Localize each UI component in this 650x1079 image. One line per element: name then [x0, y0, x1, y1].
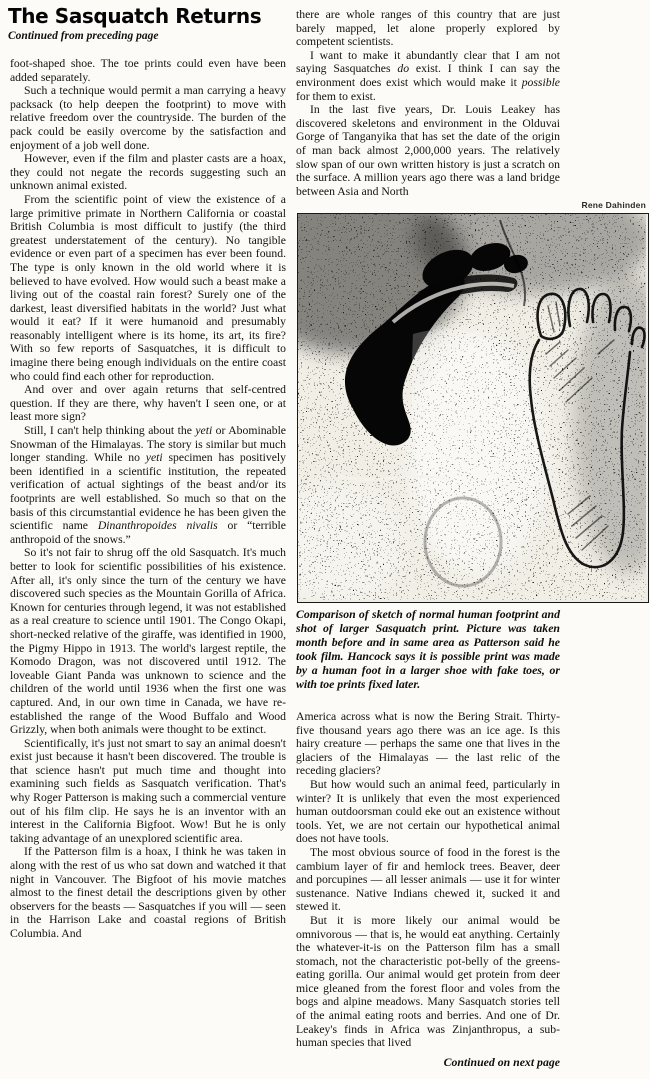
article-title: The Sasquatch Returns [8, 4, 262, 28]
body-paragraph: In the last five years, Dr. Louis Leakey has discovered skeletons and environment in the Olduvai Gorge of Tanganyika that has set the date of the origin of man back almost 2,000,000 years. The relatively slow span of our own written history is just a scratch on the surface. A million years ago there was a land bridge between Asia and North [296, 103, 560, 198]
continued-from-note: Continued from preceding page [8, 30, 159, 42]
right-column-top [296, 8, 560, 198]
body-paragraph: Still, I can't help thinking about the yeti or Abominable Snowman of the Himalayas. The story is similar but much longer standing. While no yeti specimen has positively been identified in a scientific institution, the repeated verification of actual sightings of the beast and/or its footprints are well established. So much so that on the basis of this circumstantial evidence he has been given the scientific name Dinanthropoides nivalis or “terrible anthropoid of the snows.” [10, 424, 286, 546]
body-paragraph: America across what is now the Bering Strait. Thirty-five thousand years ago there was an ice age. Is this hairy creature — perhaps the same one that lives in the glaciers of the Himalayas — the last relic of the receding glaciers? [296, 710, 560, 778]
body-paragraph: However, even if the film and plaster casts are a hoax, they could not negate the records suggesting such an unknown animal existed. [10, 152, 286, 193]
body-paragraph: But how would such an animal feed, particularly in winter? It is unlikely that even the most experienced human outdoorsman could eke out an existence without tools. Yet, we are not certain our hypothetical animal does not have tools. [296, 777, 560, 846]
continued-next-page-note: Continued on next page [443, 1055, 560, 1069]
body-paragraph: there are whole ranges of this country that are just barely mapped, let alone properly explored by competent scientists. [296, 8, 560, 49]
footprint-photo [297, 213, 649, 603]
body-paragraph: So it's not fair to shrug off the old Sasquatch. It's much better to look for scientific possibilities of his existence. After all, it's only since the turn of the century we have discovered such species as the Mountain Gorilla of Africa. Known for centuries through legend, it was not established as a real creature to science until 1901. The Congo Okapi, short-necked relative of the giraffe, was identified in 1900, the Pigmy Hippo in 1913. The world's largest reptile, the Komodo Dragon, was not discovered until 1912. The loveable Giant Panda was unknown to science and the children of the world until 1936 when the first one was captured. And, in our own time in Canada, we have re-established the range of the Wood Buffalo and Wood Grizzly, when both animals were thought to be extinct. [10, 546, 286, 737]
body-paragraph: Scientifically, it's just not smart to say an animal doesn't exist just because it hasn't been discovered. The trouble is that science hasn't put much time and thought into examining such fields as Sasquatch verification. That's why Roger Patterson is making such a commercial venture out of his film clip. He says he is an inventor with an interest in the California Bigfoot. Wow! But he is only taking advantage of an unexplored scientific area. [10, 736, 286, 845]
body-paragraph: If the Patterson film is a hoax, I think he was taken in along with the rest of us who sat down and watched it that night in Vancouver. The Bigfoot of his movie matches almost to the finest detail the descriptions given by other observers for the beasts — Sasquatches if you will — seen in the Harrison Lake and coastal regions of British Columbia. And [10, 845, 286, 940]
footprint-photo-image [298, 214, 646, 600]
body-paragraph: The most obvious source of food in the forest is the cambium layer of fir and hemlock trees. Beaver, deer and porcupines — all lesser animals — use it for winter sustenance. Native Indians chewed it, sucked it and stewed it. [296, 845, 560, 914]
body-paragraph: And over and over again returns that self-centred question. If they are there, why haven't I seen one, or at least more sign? [10, 383, 286, 424]
body-paragraph: Such a technique would permit a man carrying a heavy packsack (to help deepen the footprint) to move with relative freedom over the countryside. The burden of the pack could be easily overcome by the satisfaction and enjoyment of a job well done. [10, 84, 286, 152]
body-paragraph: foot-shaped shoe. The toe prints could even have been added separately. [10, 57, 286, 84]
body-paragraph: From the scientific point of view the existence of a large primitive primate in Northern California or coastal British Columbia is most difficult to justify (the third greatest understatement of the century). No tangible evidence or even part of a specimen has ever been found. The type is only known in the old world where it is believed to have evolved. How would such a beast make a living out of the coastal rain forest? Surely one of the darkest, least diversified habitats in the world? Just what would it eat? If it were humanoid and presumably reasonably intelligent where is its home, its art, its fire? With so few reports of Sasquatches, it is difficult to imagine there being enough individuals on the entire coast who could find each other for reproduction. [10, 192, 286, 383]
photo-caption: Comparison of sketch of normal human footprint and shot of larger Sasquatch print. Picture was taken month before and in same area as Patterson said he took film. Hancock says it is possible print was made by a human foot in a larger shoe with fake toes, or with toe prints fixed later. [296, 607, 560, 691]
body-paragraph: But it is more likely our animal would be omnivorous — that is, he would eat anything. Certainly the whatever-it-is on the Patterson film has a small stomach, not the characteristic pot-belly of the greens-eating gorilla. Our animal would get protein from deer mice gleaned from the forest floor and voles from the bogs and alpine meadows. Many Sasquatch stories tell of the animal eating roots and berries. And one of Dr. Leakey's finds in Africa was Zinjanthropus, a sub-human species that lived [296, 913, 560, 1050]
article-header [8, 4, 308, 42]
right-column-bottom [296, 710, 560, 1050]
body-paragraph: I want to make it abundantly clear that I am not saying Sasquatches do exist. I think I can say the environment does exist which would make it possible for them to exist. [296, 48, 560, 103]
left-column [10, 57, 286, 941]
photo-credit: Rene Dahinden [581, 200, 646, 210]
